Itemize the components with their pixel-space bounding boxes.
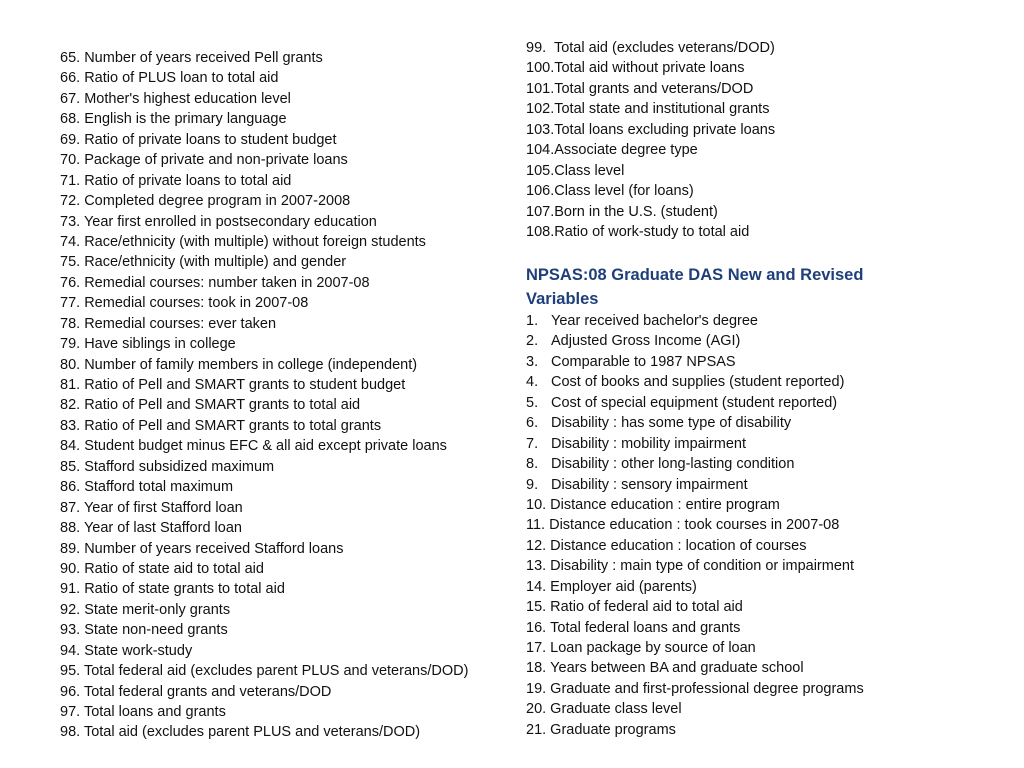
list-item-number: 14. bbox=[526, 578, 547, 595]
list-item-number: 102. bbox=[526, 101, 555, 118]
list-item-number: 70. bbox=[60, 152, 81, 169]
list-item-label: Ratio of Pell and SMART grants to total grants bbox=[84, 417, 382, 434]
list-item-label: Student budget minus EFC & all aid except private loans bbox=[84, 438, 447, 455]
list-item-number: 89. bbox=[60, 540, 81, 557]
list-item-number: 85. bbox=[60, 458, 81, 475]
graduate-section-heading: NPSAS:08 Graduate DAS New and Revised Variables bbox=[526, 266, 864, 308]
list-item-label: Total loans and grants bbox=[83, 704, 226, 720]
list-item bbox=[60, 314, 520, 334]
list-item-number: 87. bbox=[60, 499, 81, 516]
list-item bbox=[60, 518, 520, 538]
list-item bbox=[526, 38, 996, 58]
list-item bbox=[526, 638, 996, 658]
list-item-number: 21. bbox=[526, 721, 547, 738]
list-item bbox=[526, 120, 996, 140]
list-item-number: 68. bbox=[60, 111, 81, 128]
list-item-number: 9. bbox=[526, 476, 539, 493]
list-item bbox=[60, 559, 520, 579]
list-item-label: Cost of special equipment (student reported) bbox=[551, 394, 838, 411]
list-item-number: 10. bbox=[526, 496, 547, 513]
list-item-number: 92. bbox=[60, 601, 81, 618]
list-item-label: Graduate class level bbox=[550, 701, 682, 718]
list-item-number: 82. bbox=[60, 397, 81, 414]
list-item bbox=[60, 661, 520, 681]
list-item bbox=[60, 191, 520, 211]
list-item bbox=[60, 498, 520, 518]
list-item-number: 2. bbox=[526, 333, 539, 350]
list-item-number: 18. bbox=[526, 660, 547, 677]
list-item bbox=[526, 454, 996, 474]
list-item-label: Total federal aid (excludes parent PLUS and veterans/DOD) bbox=[83, 663, 469, 680]
list-item-number: 67. bbox=[60, 90, 81, 107]
list-item bbox=[60, 130, 520, 150]
list-item bbox=[60, 436, 520, 456]
list-item bbox=[60, 89, 520, 109]
list-item-label: Disability : main type of condition or impairment bbox=[550, 558, 854, 575]
list-item-label: Number of family members in college (independent) bbox=[84, 356, 418, 373]
list-item-label: Package of private and non-private loans bbox=[84, 152, 348, 169]
list-item bbox=[526, 413, 996, 433]
list-item bbox=[526, 181, 996, 201]
list-item-number: 76. bbox=[60, 274, 81, 291]
list-item bbox=[60, 375, 520, 395]
list-item-number: 12. bbox=[526, 537, 547, 554]
list-item-label: Year received bachelor's degree bbox=[551, 313, 758, 329]
list-item-number: 106. bbox=[526, 183, 555, 200]
list-item-label: Total federal loans and grants bbox=[550, 619, 741, 636]
list-item-number: 73. bbox=[60, 213, 81, 230]
list-item-number: 69. bbox=[60, 131, 81, 148]
list-item bbox=[60, 682, 520, 702]
list-item-label: Mother's highest education level bbox=[84, 90, 291, 107]
list-item-number: 93. bbox=[60, 622, 81, 639]
list-item bbox=[60, 68, 520, 88]
list-item-number: 78. bbox=[60, 315, 81, 332]
list-item-number: 17. bbox=[526, 640, 547, 656]
list-item bbox=[60, 620, 520, 640]
list-item-number: 108. bbox=[526, 223, 555, 240]
list-item-number: 5. bbox=[526, 394, 539, 411]
list-item-label: Comparable to 1987 NPSAS bbox=[551, 353, 736, 370]
list-item-label: English is the primary language bbox=[84, 111, 287, 128]
list-item-label: Cost of books and supplies (student reported) bbox=[551, 374, 845, 391]
list-item-label: Employer aid (parents) bbox=[550, 578, 697, 595]
list-item bbox=[526, 222, 996, 242]
list-item-label: Class level bbox=[554, 162, 625, 179]
list-item-label: Number of years received Stafford loans bbox=[84, 540, 344, 557]
list-item bbox=[526, 597, 996, 617]
list-item-number: 80. bbox=[60, 356, 81, 373]
list-item-label: Ratio of Pell and SMART grants to total aid bbox=[84, 397, 361, 414]
list-item-number: 11. bbox=[526, 517, 546, 534]
list-item bbox=[60, 579, 520, 599]
list-item-label: Ratio of federal aid to total aid bbox=[550, 599, 743, 616]
list-item-label: Distance education : location of courses bbox=[550, 537, 807, 554]
list-item-number: 95. bbox=[60, 663, 81, 680]
list-item bbox=[526, 699, 996, 719]
list-item-number: 19. bbox=[526, 680, 547, 697]
list-item bbox=[60, 232, 520, 252]
list-item-label: Stafford subsidized maximum bbox=[84, 458, 275, 475]
list-item-number: 100. bbox=[526, 60, 555, 77]
list-item bbox=[60, 48, 520, 68]
list-item-label: Number of years received Pell grants bbox=[84, 50, 323, 66]
list-item bbox=[526, 99, 996, 119]
list-item-label: Race/ethnicity (with multiple) and gender bbox=[84, 254, 347, 271]
list-item-number: 4. bbox=[526, 374, 539, 391]
list-item bbox=[526, 720, 996, 740]
list-item bbox=[526, 495, 996, 515]
list-item-label: State work-study bbox=[84, 642, 193, 659]
list-item-number: 71. bbox=[60, 172, 81, 189]
list-item-label: Total grants and veterans/DOD bbox=[554, 80, 754, 97]
undergraduate-variable-list-end bbox=[526, 38, 996, 242]
list-item-label: Graduate programs bbox=[550, 721, 676, 738]
list-item-label: Total aid (excludes parent PLUS and veterans/DOD) bbox=[83, 724, 421, 741]
list-item bbox=[60, 722, 520, 742]
list-item-label: Adjusted Gross Income (AGI) bbox=[551, 333, 741, 350]
list-item-label: Total aid without private loans bbox=[554, 60, 745, 77]
list-item-number: 72. bbox=[60, 193, 81, 210]
list-item-label: Ratio of Pell and SMART grants to student budget bbox=[84, 377, 406, 393]
list-item-number: 107. bbox=[526, 203, 555, 220]
list-item-label: Ratio of private loans to total aid bbox=[84, 172, 292, 189]
list-item-label: Stafford total maximum bbox=[84, 479, 234, 496]
list-item-label: Years between BA and graduate school bbox=[550, 660, 804, 677]
list-item-label: Remedial courses: ever taken bbox=[84, 315, 277, 332]
list-item-number: 6. bbox=[526, 415, 539, 432]
list-item-label: Distance education : entire program bbox=[550, 496, 780, 513]
list-item-number: 65. bbox=[60, 50, 81, 66]
list-item bbox=[60, 600, 520, 620]
list-item-label: Class level (for loans) bbox=[554, 183, 694, 200]
list-item-label: Total loans excluding private loans bbox=[554, 121, 776, 138]
list-item bbox=[60, 416, 520, 436]
list-item bbox=[526, 372, 996, 392]
list-item-number: 90. bbox=[60, 560, 81, 577]
list-item-number: 15. bbox=[526, 599, 547, 616]
list-item-label: Ratio of state aid to total aid bbox=[84, 560, 264, 577]
list-item-number: 94. bbox=[60, 642, 81, 659]
list-item-number: 83. bbox=[60, 417, 81, 434]
list-item bbox=[60, 252, 520, 272]
list-item-label: Disability : has some type of disability bbox=[551, 415, 792, 432]
list-item bbox=[60, 539, 520, 559]
list-item bbox=[60, 641, 520, 661]
list-item-label: Disability : mobility impairment bbox=[551, 435, 746, 452]
list-item-label: State non-need grants bbox=[84, 622, 228, 639]
list-item bbox=[526, 679, 996, 699]
list-item-label: Distance education : took courses in 2007-08 bbox=[549, 517, 840, 534]
list-item-number: 86. bbox=[60, 479, 81, 496]
list-item-label: Race/ethnicity (with multiple) without foreign students bbox=[84, 233, 426, 250]
list-item-number: 75. bbox=[60, 254, 81, 271]
list-item-number: 103. bbox=[526, 121, 555, 138]
list-item-number: 7. bbox=[526, 435, 539, 452]
list-item bbox=[60, 273, 520, 293]
list-item bbox=[526, 618, 996, 638]
list-item bbox=[526, 515, 996, 535]
list-item-number: 79. bbox=[60, 336, 81, 353]
list-item bbox=[60, 477, 520, 497]
list-item-label: Remedial courses: number taken in 2007-08 bbox=[84, 274, 370, 291]
list-item-number: 105. bbox=[526, 162, 555, 179]
list-item-label: Year of last Stafford loan bbox=[83, 520, 242, 537]
list-item-label: Loan package by source of loan bbox=[550, 640, 756, 656]
list-item-label: Associate degree type bbox=[554, 142, 698, 159]
list-item bbox=[60, 334, 520, 354]
list-item-label: Total state and institutional grants bbox=[554, 101, 770, 118]
list-item-label: Remedial courses: took in 2007-08 bbox=[84, 295, 309, 312]
list-item-number: 66. bbox=[60, 70, 81, 87]
list-item bbox=[526, 434, 996, 454]
list-item bbox=[526, 311, 996, 331]
list-item-number: 74. bbox=[60, 233, 81, 250]
list-item-label: Total federal grants and veterans/DOD bbox=[83, 683, 332, 700]
list-item bbox=[526, 331, 996, 351]
list-item-number: 97. bbox=[60, 704, 81, 720]
list-item-number: 96. bbox=[60, 683, 81, 700]
list-item bbox=[526, 161, 996, 181]
list-item bbox=[526, 658, 996, 678]
list-item-label: Ratio of state grants to total aid bbox=[84, 581, 285, 598]
list-item bbox=[526, 140, 996, 160]
undergraduate-variable-list-continued bbox=[60, 48, 520, 743]
list-item-number: 91. bbox=[60, 581, 81, 598]
list-item-number: 8. bbox=[526, 456, 539, 473]
list-item-label: Ratio of PLUS loan to total aid bbox=[84, 70, 279, 87]
graduate-variable-list bbox=[526, 311, 996, 740]
list-item bbox=[60, 395, 520, 415]
list-item-number: 98. bbox=[60, 724, 81, 741]
list-item bbox=[526, 475, 996, 495]
list-item-label: State merit-only grants bbox=[84, 601, 231, 618]
list-item bbox=[60, 457, 520, 477]
list-item-label: Ratio of work-study to total aid bbox=[554, 223, 750, 240]
list-item bbox=[60, 293, 520, 313]
list-item bbox=[60, 212, 520, 232]
list-item-label: Ratio of private loans to student budget bbox=[84, 131, 337, 148]
list-item-number: 20. bbox=[526, 701, 547, 718]
list-item-label: Disability : other long-lasting condition bbox=[551, 456, 795, 473]
list-item-label: Graduate and first-professional degree programs bbox=[550, 680, 864, 697]
list-item-number: 81. bbox=[60, 377, 81, 393]
list-item-number: 1. bbox=[526, 313, 539, 329]
list-item-number: 16. bbox=[526, 619, 547, 636]
list-item-label: Year of first Stafford loan bbox=[83, 499, 243, 516]
list-item bbox=[526, 79, 996, 99]
list-item bbox=[526, 577, 996, 597]
list-item-label: Born in the U.S. (student) bbox=[554, 203, 718, 220]
list-item-number: 3. bbox=[526, 353, 539, 370]
list-item bbox=[60, 702, 520, 722]
list-item-number: 13. bbox=[526, 558, 547, 575]
list-item-label: Have siblings in college bbox=[84, 336, 236, 353]
list-item-label: Year first enrolled in postsecondary education bbox=[83, 213, 377, 230]
list-item-number: 88. bbox=[60, 520, 81, 537]
list-item-number: 99. bbox=[526, 40, 547, 56]
list-item bbox=[60, 171, 520, 191]
list-item bbox=[526, 202, 996, 222]
list-item-label: Completed degree program in 2007-2008 bbox=[84, 193, 351, 210]
list-item bbox=[526, 556, 996, 576]
list-item bbox=[526, 352, 996, 372]
list-item-number: 101. bbox=[526, 80, 555, 97]
list-item bbox=[60, 150, 520, 170]
list-item bbox=[526, 536, 996, 556]
list-item-label: Disability : sensory impairment bbox=[551, 476, 748, 493]
list-item bbox=[526, 58, 996, 78]
list-item bbox=[60, 355, 520, 375]
list-item bbox=[60, 109, 520, 129]
list-item-number: 104. bbox=[526, 142, 555, 159]
list-item-number: 77. bbox=[60, 295, 81, 312]
list-item-label: Total aid (excludes veterans/DOD) bbox=[553, 40, 775, 56]
list-item-number: 84. bbox=[60, 438, 81, 455]
list-item bbox=[526, 393, 996, 413]
